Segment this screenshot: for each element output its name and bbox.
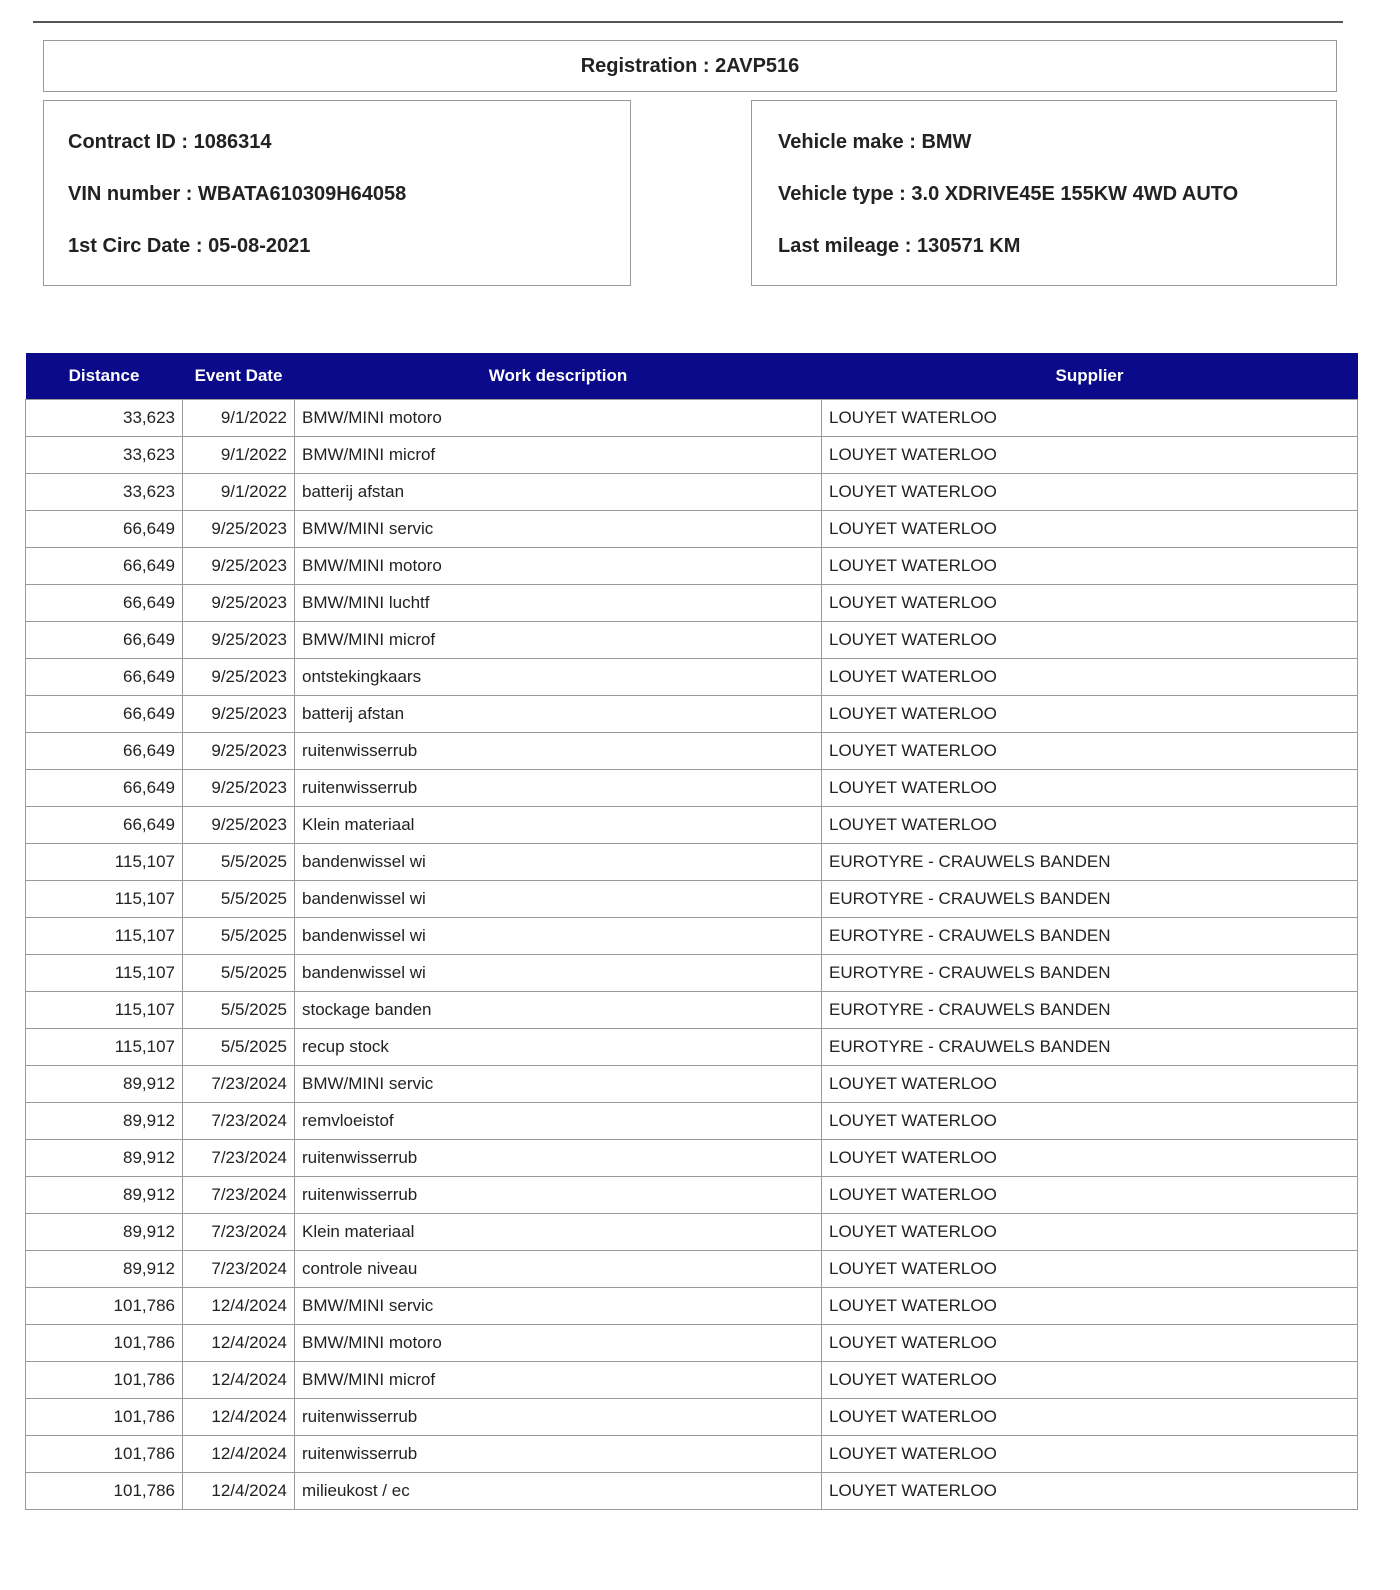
supplier-cell: LOUYET WATERLOO [822,1325,1358,1362]
work-description-cell: Klein materiaal [295,1214,822,1251]
vin-row: VIN number : WBATA610309H64058 [68,183,407,205]
vin-value: WBATA610309H64058 [198,183,407,205]
work-description-cell: BMW/MINI microf [295,437,822,474]
distance-cell: 33,623 [26,474,183,511]
distance-cell: 101,786 [26,1362,183,1399]
column-header-work-description: Work description [295,353,822,400]
work-description-cell: ruitenwisserrub [295,733,822,770]
table-row [26,844,1358,881]
contract-id-row: Contract ID : 1086314 [68,131,272,153]
work-description-cell: batterij afstan [295,474,822,511]
work-description-cell: recup stock [295,1029,822,1066]
registration-header [43,40,1337,92]
work-description-cell: batterij afstan [295,696,822,733]
table-row [26,696,1358,733]
supplier-cell: LOUYET WATERLOO [822,733,1358,770]
work-description-cell: bandenwissel wi [295,918,822,955]
distance-cell: 89,912 [26,1251,183,1288]
event-date-cell: 12/4/2024 [183,1288,295,1325]
work-description-cell: BMW/MINI servic [295,511,822,548]
work-description-cell: BMW/MINI motoro [295,1325,822,1362]
distance-cell: 66,649 [26,585,183,622]
table-row [26,1325,1358,1362]
distance-cell: 66,649 [26,807,183,844]
distance-cell: 101,786 [26,1288,183,1325]
work-description-cell: BMW/MINI motoro [295,548,822,585]
top-divider [33,21,1343,23]
table-body [26,400,1358,1510]
column-header-distance: Distance [26,353,183,400]
distance-cell: 66,649 [26,548,183,585]
supplier-cell: LOUYET WATERLOO [822,1362,1358,1399]
supplier-cell: LOUYET WATERLOO [822,1288,1358,1325]
table-row [26,733,1358,770]
vehicle-type-row: Vehicle type : 3.0 XDRIVE45E 155KW 4WD AUTO [778,183,1239,205]
table-row [26,992,1358,1029]
event-date-cell: 7/23/2024 [183,1177,295,1214]
table-row [26,1103,1358,1140]
contract-id-label: Contract ID [68,131,176,153]
event-date-cell: 7/23/2024 [183,1066,295,1103]
table-row [26,659,1358,696]
work-description-cell: BMW/MINI motoro [295,400,822,437]
work-description-cell: ontstekingkaars [295,659,822,696]
supplier-cell: LOUYET WATERLOO [822,1473,1358,1510]
supplier-cell: LOUYET WATERLOO [822,548,1358,585]
event-date-cell: 7/23/2024 [183,1140,295,1177]
distance-cell: 89,912 [26,1103,183,1140]
event-date-cell: 7/23/2024 [183,1214,295,1251]
vin-label: VIN number [68,183,181,205]
supplier-cell: LOUYET WATERLOO [822,474,1358,511]
registration-value: 2AVP516 [715,54,800,77]
work-description-cell: Klein materiaal [295,807,822,844]
table-row [26,1140,1358,1177]
supplier-cell: LOUYET WATERLOO [822,807,1358,844]
registration-label: Registration [580,54,698,77]
table-row [26,548,1358,585]
work-description-cell: controle niveau [295,1251,822,1288]
event-date-cell: 12/4/2024 [183,1399,295,1436]
work-description-cell: BMW/MINI microf [295,622,822,659]
work-description-cell: stockage banden [295,992,822,1029]
supplier-cell: LOUYET WATERLOO [822,622,1358,659]
event-date-cell: 9/25/2023 [183,733,295,770]
work-description-cell: BMW/MINI servic [295,1066,822,1103]
table-row [26,881,1358,918]
event-date-cell: 12/4/2024 [183,1362,295,1399]
table-row [26,770,1358,807]
table-row [26,1473,1358,1510]
supplier-cell: LOUYET WATERLOO [822,437,1358,474]
table-row [26,400,1358,437]
supplier-cell: LOUYET WATERLOO [822,659,1358,696]
event-date-cell: 9/25/2023 [183,585,295,622]
distance-cell: 101,786 [26,1436,183,1473]
supplier-cell: LOUYET WATERLOO [822,1214,1358,1251]
work-description-cell: remvloeistof [295,1103,822,1140]
distance-cell: 33,623 [26,437,183,474]
supplier-cell: EUROTYRE - CRAUWELS BANDEN [822,844,1358,881]
distance-cell: 66,649 [26,696,183,733]
distance-cell: 115,107 [26,918,183,955]
table-row [26,1066,1358,1103]
event-date-cell: 12/4/2024 [183,1473,295,1510]
supplier-cell: LOUYET WATERLOO [822,511,1358,548]
vehicle-type-label: Vehicle type [778,183,894,205]
maintenance-events-table [25,353,1358,1510]
supplier-cell: LOUYET WATERLOO [822,1251,1358,1288]
supplier-cell: EUROTYRE - CRAUWELS BANDEN [822,881,1358,918]
registration-separator: : [697,54,716,77]
event-date-cell: 9/25/2023 [183,548,295,585]
event-date-cell: 9/25/2023 [183,622,295,659]
supplier-cell: LOUYET WATERLOO [822,1140,1358,1177]
work-description-cell: ruitenwisserrub [295,1140,822,1177]
distance-cell: 115,107 [26,992,183,1029]
event-date-cell: 5/5/2025 [183,881,295,918]
distance-cell: 115,107 [26,955,183,992]
contract-id-value: 1086314 [193,131,272,153]
distance-cell: 89,912 [26,1214,183,1251]
table-row [26,437,1358,474]
distance-cell: 66,649 [26,511,183,548]
supplier-cell: LOUYET WATERLOO [822,1436,1358,1473]
work-description-cell: ruitenwisserrub [295,1177,822,1214]
event-date-cell: 9/1/2022 [183,474,295,511]
event-date-cell: 5/5/2025 [183,955,295,992]
distance-cell: 89,912 [26,1066,183,1103]
circ-date-label: 1st Circ Date [68,235,191,257]
column-header-supplier: Supplier [822,353,1358,400]
contract-info-panel [43,100,631,286]
work-description-cell: ruitenwisserrub [295,770,822,807]
table-row [26,1362,1358,1399]
event-date-cell: 12/4/2024 [183,1325,295,1362]
work-description-cell: bandenwissel wi [295,955,822,992]
supplier-cell: EUROTYRE - CRAUWELS BANDEN [822,955,1358,992]
event-date-cell: 9/1/2022 [183,437,295,474]
mileage-row: Last mileage : 130571 KM [778,235,1021,257]
table-row [26,1029,1358,1066]
work-description-cell: ruitenwisserrub [295,1436,822,1473]
distance-cell: 115,107 [26,881,183,918]
work-description-cell: ruitenwisserrub [295,1399,822,1436]
supplier-cell: LOUYET WATERLOO [822,1103,1358,1140]
event-date-cell: 12/4/2024 [183,1436,295,1473]
event-date-cell: 9/1/2022 [183,400,295,437]
mileage-value: 130571 KM [916,235,1021,257]
table-row [26,1177,1358,1214]
supplier-cell: LOUYET WATERLOO [822,770,1358,807]
table-row [26,622,1358,659]
table-row [26,807,1358,844]
work-description-cell: milieukost / ec [295,1473,822,1510]
table-row [26,1251,1358,1288]
distance-cell: 89,912 [26,1177,183,1214]
distance-cell: 33,623 [26,400,183,437]
distance-cell: 66,649 [26,733,183,770]
supplier-cell: LOUYET WATERLOO [822,1177,1358,1214]
work-description-cell: bandenwissel wi [295,844,822,881]
distance-cell: 101,786 [26,1325,183,1362]
table-row [26,474,1358,511]
table-row [26,955,1358,992]
supplier-cell: EUROTYRE - CRAUWELS BANDEN [822,992,1358,1029]
supplier-cell: LOUYET WATERLOO [822,696,1358,733]
vehicle-info-panel [751,100,1337,286]
table-row [26,918,1358,955]
supplier-cell: LOUYET WATERLOO [822,1399,1358,1436]
table-header-row [26,353,1358,400]
event-date-cell: 5/5/2025 [183,918,295,955]
vehicle-make-label: Vehicle make [778,131,904,153]
mileage-label: Last mileage [778,235,900,257]
work-description-cell: BMW/MINI servic [295,1288,822,1325]
event-date-cell: 9/25/2023 [183,807,295,844]
distance-cell: 115,107 [26,844,183,881]
column-header-event-date: Event Date [183,353,295,400]
circ-date-row: 1st Circ Date : 05-08-2021 [68,235,311,257]
supplier-cell: EUROTYRE - CRAUWELS BANDEN [822,918,1358,955]
vehicle-make-value: BMW [921,131,972,153]
table-row [26,1288,1358,1325]
event-date-cell: 5/5/2025 [183,1029,295,1066]
table-row [26,1399,1358,1436]
vehicle-make-row: Vehicle make : BMW [778,131,972,153]
event-date-cell: 9/25/2023 [183,659,295,696]
circ-date-value: 05-08-2021 [208,235,311,257]
event-date-cell: 7/23/2024 [183,1251,295,1288]
event-date-cell: 7/23/2024 [183,1103,295,1140]
distance-cell: 101,786 [26,1399,183,1436]
supplier-cell: EUROTYRE - CRAUWELS BANDEN [822,1029,1358,1066]
table-row [26,1436,1358,1473]
vehicle-type-value: 3.0 XDRIVE45E 155KW 4WD AUTO [911,183,1239,205]
event-date-cell: 9/25/2023 [183,511,295,548]
event-date-cell: 5/5/2025 [183,992,295,1029]
event-date-cell: 5/5/2025 [183,844,295,881]
work-description-cell: BMW/MINI microf [295,1362,822,1399]
distance-cell: 66,649 [26,622,183,659]
distance-cell: 115,107 [26,1029,183,1066]
event-date-cell: 9/25/2023 [183,696,295,733]
table-row [26,511,1358,548]
supplier-cell: LOUYET WATERLOO [822,400,1358,437]
distance-cell: 66,649 [26,659,183,696]
distance-cell: 66,649 [26,770,183,807]
distance-cell: 101,786 [26,1473,183,1510]
event-date-cell: 9/25/2023 [183,770,295,807]
table-row [26,585,1358,622]
work-description-cell: BMW/MINI luchtf [295,585,822,622]
table-row [26,1214,1358,1251]
table-header [26,353,1358,400]
work-description-cell: bandenwissel wi [295,881,822,918]
supplier-cell: LOUYET WATERLOO [822,1066,1358,1103]
distance-cell: 89,912 [26,1140,183,1177]
supplier-cell: LOUYET WATERLOO [822,585,1358,622]
